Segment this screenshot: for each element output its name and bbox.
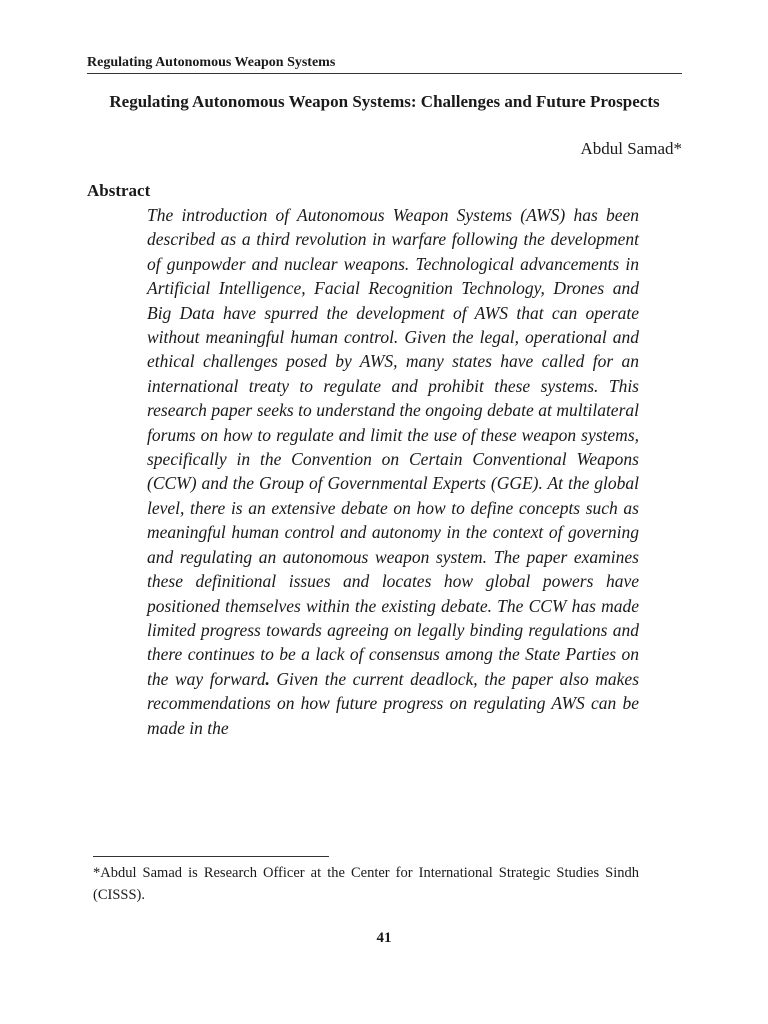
abstract-bold-period: . <box>265 668 270 689</box>
abstract-text-part1: The introduction of Autonomous Weapon Systems (AWS) has been described as a third revolution in warfare following the development of gunpowder and nuclear weapons. Technological advancements in Artificial Intelligence, Facial Recognition Technology, Drones and Big Data have spurred the development of AWS that can operate without meaningful human control. Given the legal, operational and ethical challenges posed by AWS, many states have called for an international treaty to regulate and prohibit these systems. This research paper seeks to understand the ongoing debate at multilateral forums on how to regulate and limit the use of these weapon systems, specifically in the Convention on Certain Conventional Weapons (CCW) and the Group of Governmental Experts (GGE). At the global level, there is an extensive debate on how to define concepts such as meaningful human control and autonomy in the context of governing and regulating an autonomous weapon system. The paper examines these definitional issues and locates how global powers have positioned themselves within the existing debate. The CCW has made limited progress towards agreeing on legally binding regulations and there continues to be a lack of consensus among the State Parties on the way forward <box>147 205 639 689</box>
abstract-text-part2: Given the current deadlock, the paper also makes recommendations on how future progress on regulating AWS can be made in the <box>147 668 639 738</box>
author-footnote: *Abdul Samad is Research Officer at the Center for International Strategic Studies Sindh (CISSS). <box>93 865 639 903</box>
page-number: 41 <box>376 930 392 946</box>
abstract-body <box>147 203 639 740</box>
footnote-divider <box>93 856 329 857</box>
author-name: Abdul Samad* <box>580 139 682 158</box>
abstract-heading: Abstract <box>87 181 151 200</box>
running-header: Regulating Autonomous Weapon Systems <box>87 54 682 74</box>
article-title: Regulating Autonomous Weapon Systems: Challenges and Future Prospects <box>109 92 660 111</box>
